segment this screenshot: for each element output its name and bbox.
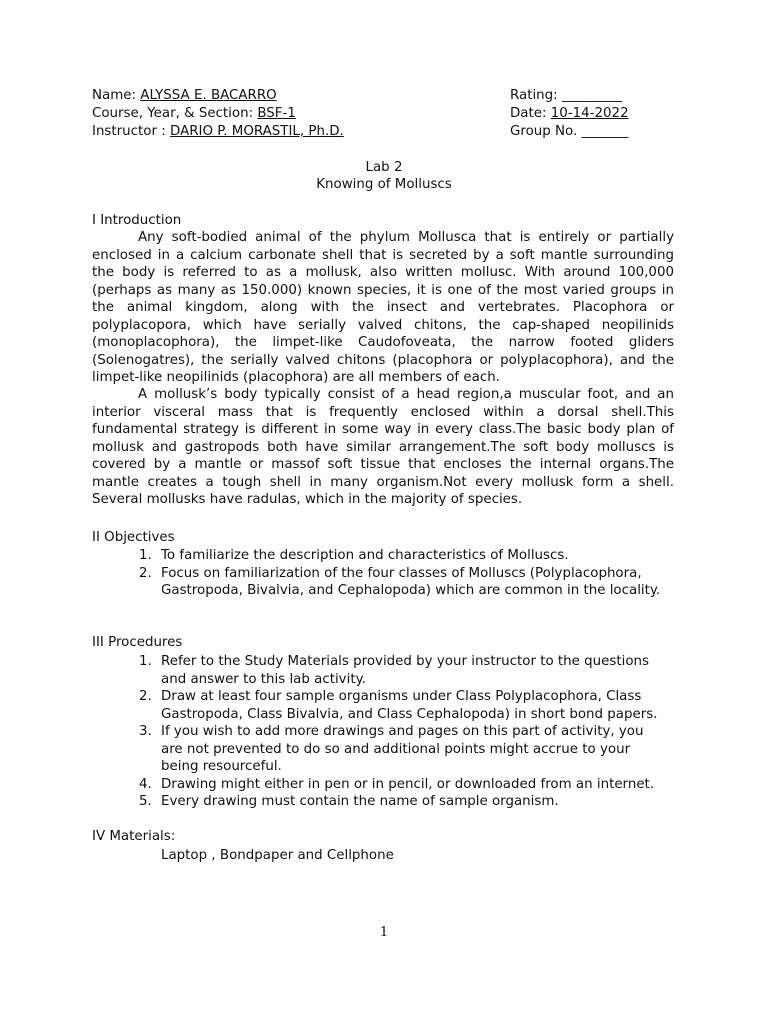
objective-text: To familiarize the description and characteristics of Molluscs. <box>161 548 569 563</box>
objectives-list <box>139 547 664 600</box>
procedure-item <box>139 793 669 811</box>
procedure-item <box>139 723 669 776</box>
objective-text: Focus on familiarization of the four classes of Molluscs (Polyplacophora, Gastropoda, Bivalvia, and Cephalopoda) which are common in the locality. <box>161 565 661 598</box>
rating-line <box>510 88 622 103</box>
group-value: _______ <box>581 124 629 139</box>
group-line <box>510 124 628 139</box>
course-line <box>92 106 296 121</box>
materials-heading: IV Materials: <box>92 829 176 844</box>
procedure-text: Draw at least four sample organisms under Class Polyplacophora, Class Gastropoda, Class Bivalvia, and Class Cephalopoda) in short bond papers. <box>161 689 658 722</box>
introduction-heading: I Introduction <box>92 213 182 228</box>
procedure-text: Drawing might either in pen or in pencil, or downloaded from an internet. <box>161 776 655 792</box>
procedure-number: 5. <box>139 794 152 809</box>
objective-item <box>139 547 664 565</box>
objective-number: 1. <box>139 548 152 563</box>
procedure-number: 4. <box>139 776 152 792</box>
instructor-value: DARIO P. MORASTIL, Ph.D. <box>170 124 344 139</box>
materials-text: Laptop , Bondpaper and Cellphone <box>161 848 394 863</box>
introduction-paragraph-1: Any soft-bodied animal of the phylum Mollusca that is entirely or partially enclosed in a calcium carbonate shell that is secreted by a soft mantle surrounding the body is referred to as a mollusk, also written mollusc. With around 100,000 (perhaps as many as 150.000) known species, it is one of the most varied groups in the animal kingdom, along with the insect and vertebrates. Placophora or polyplacopora, which have serially valved chitons, the cap-shaped neopilinids (monoplacophora), the limpet-like Caudofoveata, the narrow footed gliders (Solenogatres), the serially valved chitons (placophora or polyplacophora), and the limpet-like neopilinids (placophora) are all members of each. <box>92 230 674 385</box>
objective-number: 2. <box>139 565 152 581</box>
objectives-heading: II Objectives <box>92 530 175 545</box>
instructor-label: Instructor : <box>92 124 170 139</box>
procedure-item <box>139 653 669 688</box>
course-label: Course, Year, & Section: <box>92 106 258 121</box>
date-line <box>510 106 629 121</box>
procedures-heading: III Procedures <box>92 635 183 650</box>
course-value: BSF-1 <box>257 106 296 121</box>
rating-value: _________ <box>561 88 623 103</box>
introduction-paragraph-2: A mollusk’s body typically consist of a head region,a muscular foot, and an interior visceral mass that is frequently enclosed within a dorsal shell.This fundamental strategy is different in some way in every class.The basic body plan of mollusk and gastropods both have similar arrangement.The soft body molluscs is covered by a mantle or massof soft tissue that encloses the internal organs.The mantle creates a tough shell in many organism.Not every mollusk form a shell. Several mollusks have radulas, which in the majority of species. <box>92 387 674 507</box>
procedure-text: If you wish to add more drawings and pages on this part of activity, you are not prevented to do so and additional points might accrue to your being resourceful. <box>161 724 644 774</box>
procedure-text: Refer to the Study Materials provided by your instructor to the questions and answer to this lab activity. <box>161 654 649 687</box>
instructor-line <box>92 124 344 139</box>
objective-item <box>139 565 664 600</box>
procedure-number: 2. <box>139 689 152 704</box>
name-line <box>92 88 277 103</box>
lab-title: Knowing of Molluscs <box>316 177 452 192</box>
procedure-number: 3. <box>139 724 152 739</box>
name-label: Name: <box>92 88 141 103</box>
procedure-item <box>139 688 669 723</box>
lab-number: Lab 2 <box>365 160 403 175</box>
name-value: ALYSSA E. BACARRO <box>140 88 277 103</box>
page-number: 1 <box>379 925 389 940</box>
procedures-list <box>139 653 669 811</box>
procedure-item <box>139 776 669 794</box>
group-label: Group No. <box>510 124 582 139</box>
procedure-number: 1. <box>139 654 152 669</box>
date-value: 10-14-2022 <box>550 106 629 121</box>
procedure-text: Every drawing must contain the name of sample organism. <box>161 794 559 809</box>
date-label: Date: <box>510 106 551 121</box>
rating-label: Rating: <box>510 88 562 103</box>
